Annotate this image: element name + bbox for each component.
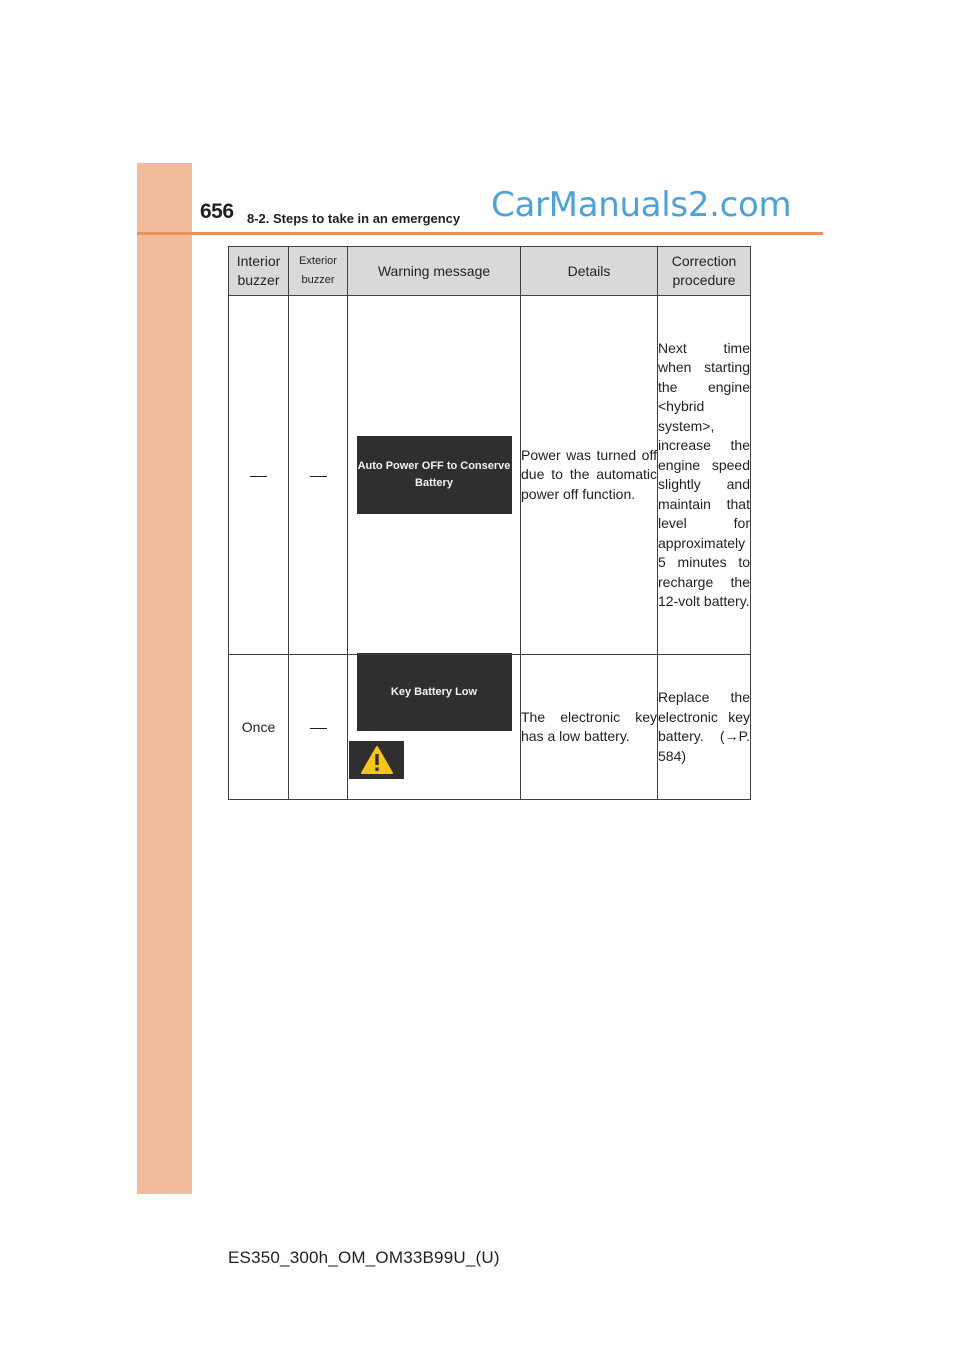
section-title: 8-2. Steps to take in an emergency (247, 211, 461, 226)
display-screen-text: Key Battery Low (390, 685, 478, 698)
display-screen-image (357, 653, 512, 731)
warning-message-table (228, 246, 751, 800)
none-dash (250, 476, 267, 477)
warning-message-cell (348, 655, 521, 800)
col-header-correction-procedure: Correction procedure (658, 247, 751, 296)
interior-buzzer-cell (229, 296, 289, 655)
col-header-warning-message: Warning message (348, 247, 521, 296)
details-cell: Power was turned off due to the automatic power off function. (521, 296, 658, 655)
table-row (229, 655, 751, 800)
chapter-tab-band (137, 163, 192, 1194)
table-header-row (229, 247, 751, 296)
col-header-details: Details (521, 247, 658, 296)
header-rule (137, 232, 823, 235)
correction-cell: Next time when starting the engine <hybrid system>, increase the engine speed slightly and maintain that level for approximately 5 minutes to recharge the 12-volt battery. (658, 296, 751, 655)
exterior-buzzer-cell (289, 655, 348, 800)
none-dash (310, 728, 327, 729)
col-header-exterior-buzzer: Exterior buzzer (289, 247, 348, 296)
table-row (229, 296, 751, 655)
page-number: 656 (200, 200, 234, 223)
warning-message-cell (348, 296, 521, 655)
correction-cell: Replace the electronic key battery. (→P. 584) (658, 655, 751, 800)
display-screen-image (357, 436, 512, 514)
page-header (200, 185, 820, 232)
exterior-buzzer-cell (289, 296, 348, 655)
interior-buzzer-cell: Once (229, 655, 289, 800)
document-code-footer: ES350_300h_OM_OM33B99U_(U) (228, 1248, 500, 1267)
master-warning-indicator (349, 741, 404, 779)
watermark-logo: CarManuals2.com (491, 185, 792, 225)
display-screen-text: Auto Power OFF to Conserve Battery (357, 460, 511, 489)
caution-triangle-icon (360, 745, 394, 775)
none-dash (310, 476, 327, 477)
details-cell: The electronic key has a low battery. (521, 655, 658, 800)
col-header-interior-buzzer: Interior buzzer (229, 247, 289, 296)
